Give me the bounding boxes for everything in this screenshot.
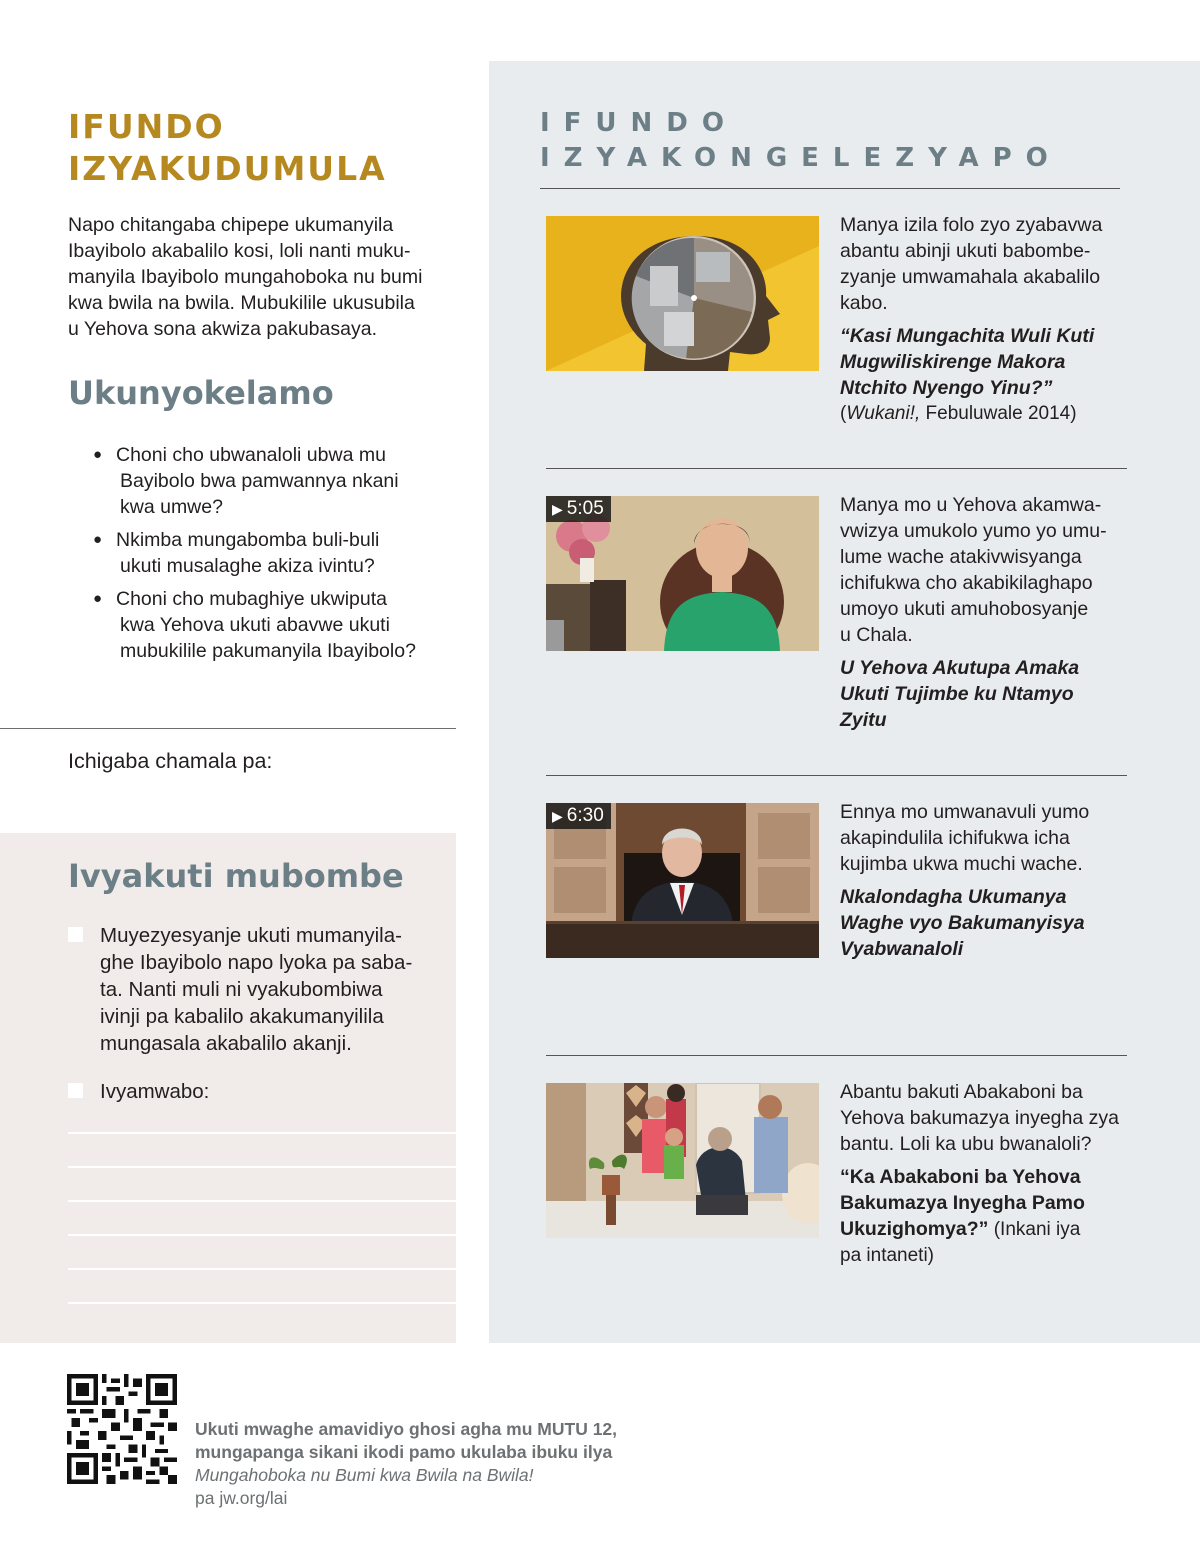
title-line: U Yehova Akutupa Amaka xyxy=(840,657,1080,679)
footer-note xyxy=(195,1418,617,1510)
qr-code-icon[interactable] xyxy=(67,1374,177,1484)
desc-line: zyanje umwamahala akabalilo xyxy=(840,266,1101,288)
desc-line: Manya mo u Yehova akamwa- xyxy=(840,494,1102,516)
title-line: Mugwiliskirenge Makora xyxy=(840,351,1066,373)
source-prefix: ( xyxy=(840,403,847,424)
desc-line: lume wache atakivwisyanga xyxy=(840,546,1082,568)
todo-line: ivinji pa kabalilo akakumanyilila xyxy=(100,1005,384,1028)
title-line: Zyitu xyxy=(840,709,887,731)
left-title-line: IZYAKUDUMULA xyxy=(68,149,387,188)
resource-title[interactable] xyxy=(840,655,1140,733)
desc-line: vwizya umukolo yumo yo umu- xyxy=(840,520,1107,542)
resource-description xyxy=(840,492,1140,648)
video-thumbnail[interactable] xyxy=(546,803,819,958)
desc-line: kujimba ukwa muchi wache. xyxy=(840,853,1083,875)
book-title[interactable]: Mungahoboka nu Bumi kwa Bwila na Bwila! xyxy=(195,1465,534,1485)
resource-title[interactable] xyxy=(840,884,1140,962)
play-icon: ▶ xyxy=(552,808,563,824)
resource-source xyxy=(840,401,1140,427)
resource-divider xyxy=(546,775,1127,776)
video-duration: 6:30 xyxy=(566,805,604,826)
bullet-icon: ● xyxy=(93,446,103,463)
desc-line: Abantu bakuti Abakaboni ba xyxy=(840,1081,1083,1103)
intro-line: Ibayibolo akabalilo kosi, loli nanti muku- xyxy=(68,240,411,262)
title-line: “Kasi Mungachita Wuli Kuti xyxy=(840,325,1095,347)
right-title-line: IFUNDO xyxy=(540,108,738,138)
title-line: Nkalondagha Ukumanya xyxy=(840,886,1067,908)
footer-line: Ukuti mwaghe amavidiyo ghosi agha mu MUTU 12, xyxy=(195,1419,618,1439)
review-question xyxy=(92,586,416,664)
video-thumbnail[interactable] xyxy=(546,496,819,651)
resource-video xyxy=(840,799,1140,962)
title-line: “Ka Abakaboni ba Yehova xyxy=(840,1166,1081,1188)
checkbox-icon[interactable] xyxy=(68,1083,83,1098)
question-line: kwa Yehova ukuti abavwe ukuti xyxy=(120,614,390,636)
video-duration: 5:05 xyxy=(566,498,604,519)
writing-line xyxy=(68,1200,456,1202)
resource-description xyxy=(840,212,1140,316)
writing-line xyxy=(68,1166,456,1168)
right-title-line: IZYAKONGELEZYAPO xyxy=(540,143,1062,173)
right-title-rule xyxy=(540,188,1120,189)
todo-line: ta. Nanti muli ni vyakubombiwa xyxy=(100,978,383,1001)
todo-line: mungasala akabalilo akanji. xyxy=(100,1032,352,1055)
intro-line: manyila Ibayibolo mungahoboka nu bumi xyxy=(68,266,423,288)
video-duration-badge xyxy=(546,803,611,829)
desc-line: akapindulila ichifukwa icha xyxy=(840,827,1070,849)
desc-line: Manya izila folo zyo zyabavwa xyxy=(840,214,1103,236)
todo-item-text xyxy=(100,1078,209,1105)
checkbox-icon[interactable] xyxy=(68,927,83,942)
question-line: Bayibolo bwa pamwannya nkani xyxy=(120,470,399,492)
writing-line xyxy=(68,1132,456,1134)
resource-title[interactable] xyxy=(840,323,1140,401)
source-date: Febuluwale 2014) xyxy=(920,403,1077,424)
footer-line: mungapanga sikani ikodi pamo ukulaba ibuku ilya xyxy=(195,1442,613,1462)
todo-line: Ivyamwabo: xyxy=(100,1080,210,1103)
time-management-illustration xyxy=(546,216,819,371)
resource-online-article xyxy=(840,1079,1140,1269)
desc-line: ichifukwa cho akabikilaghapo xyxy=(840,572,1093,594)
question-line: mubukilile pakumanyila Ibayibolo? xyxy=(120,640,416,662)
resource-description xyxy=(840,799,1140,877)
todo-line: ghe Ibayibolo napo lyoka pa saba- xyxy=(100,951,413,974)
todo-line: Muyezyesyanje ukuti mumanyila- xyxy=(100,924,402,947)
intro-line: Napo chitangaba chipepe ukumanyila xyxy=(68,214,394,236)
todo-item-text xyxy=(100,922,412,1057)
title-line: Waghe vyo Bakumanyisya xyxy=(840,912,1085,934)
resource-video xyxy=(840,492,1140,733)
resource-divider xyxy=(546,468,1127,469)
question-line: ukuti musalaghe akiza ivintu? xyxy=(120,555,375,577)
review-heading: Ukunyokelamo xyxy=(68,374,334,412)
writing-line xyxy=(68,1234,456,1236)
resource-note: (Inkani iya xyxy=(988,1219,1081,1240)
resource-note: pa intaneti) xyxy=(840,1245,935,1266)
article-thumbnail[interactable] xyxy=(546,216,819,371)
writing-line xyxy=(68,1268,456,1270)
left-title-line: IFUNDO xyxy=(68,107,225,146)
todo-heading: Ivyakuti mubombe xyxy=(68,857,404,895)
title-line: Ukuzighomya?” xyxy=(840,1218,989,1240)
bullet-icon: ● xyxy=(93,590,103,607)
review-question xyxy=(92,442,416,520)
date-completed-label: Ichigaba chamala pa: xyxy=(68,749,273,773)
title-line: Vyabwanaloli xyxy=(840,938,964,960)
title-line: Bakumazya Inyegha Pamo xyxy=(840,1192,1085,1214)
review-question-list xyxy=(92,442,416,671)
left-divider xyxy=(0,728,456,729)
desc-line: kabo. xyxy=(840,292,888,314)
question-line: kwa umwe? xyxy=(120,496,223,518)
resource-title[interactable] xyxy=(840,1164,1140,1269)
desc-line: Ennya mo umwanavuli yumo xyxy=(840,801,1090,823)
website-reference[interactable]: pa jw.org/lai xyxy=(195,1488,288,1508)
desc-line: u Chala. xyxy=(840,624,913,646)
right-title xyxy=(540,106,1062,176)
footer-line xyxy=(195,1464,617,1510)
resource-description xyxy=(840,1079,1140,1157)
desc-line: bantu. Loli ka ubu bwanaloli? xyxy=(840,1133,1092,1155)
resource-divider xyxy=(546,1055,1127,1056)
question-line: Choni cho ubwanaloli ubwa mu xyxy=(116,444,386,466)
question-line: Nkimba mungabomba buli-buli xyxy=(116,529,380,551)
desc-line: umoyo ukuti amuhobosyanje xyxy=(840,598,1089,620)
intro-line: kwa bwila na bwila. Mubukilile ukusubila xyxy=(68,292,415,314)
title-line: Ukuti Tujimbe ku Ntamyo xyxy=(840,683,1074,705)
video-duration-badge xyxy=(546,496,611,522)
play-icon: ▶ xyxy=(552,501,563,517)
review-question xyxy=(92,527,416,579)
intro-line: u Yehova sona akwiza pakubasaya. xyxy=(68,318,377,340)
family-greeting-image xyxy=(546,1083,819,1238)
title-line-with-note xyxy=(840,1216,1140,1243)
desc-line: Yehova bakumazya inyegha zya xyxy=(840,1107,1119,1129)
desc-line: abantu abinji ukuti babombe- xyxy=(840,240,1091,262)
article-thumbnail[interactable] xyxy=(546,1083,819,1238)
resource-article xyxy=(840,212,1140,427)
left-title xyxy=(68,106,387,190)
title-line: Ntchito Nyengo Yinu?” xyxy=(840,377,1053,399)
source-magazine: Wukani!, xyxy=(846,403,921,424)
bullet-icon: ● xyxy=(93,531,103,548)
intro-paragraph xyxy=(68,212,443,342)
question-line: Choni cho mubaghiye ukwiputa xyxy=(116,588,388,610)
writing-line xyxy=(68,1302,456,1304)
